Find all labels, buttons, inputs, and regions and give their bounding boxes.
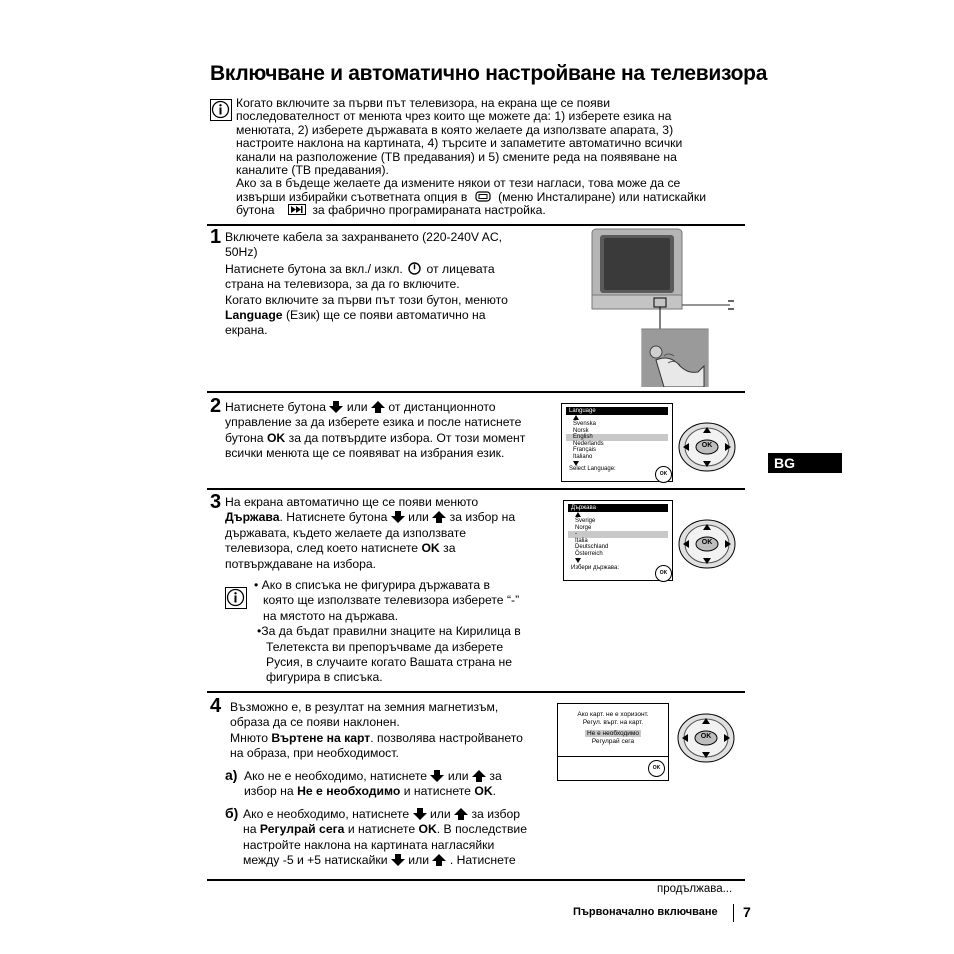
- step-text-line: [243, 823, 563, 836]
- step-text-line: [225, 432, 555, 445]
- menu-item-selected: Не е необходимо: [586, 730, 640, 737]
- remote-pad-illustration: [677, 713, 735, 763]
- remote-pad-illustration: [678, 422, 736, 472]
- menu-footer: Select Language:: [569, 466, 616, 473]
- step-text-line: [243, 808, 563, 821]
- intro-line: канали на разположение (ТВ предавания) и 5) смените реда на появяване на: [236, 149, 677, 164]
- menu-item-selected: English: [566, 434, 668, 441]
- menu-item: Italiano: [573, 453, 593, 460]
- step-text-line: [225, 309, 555, 322]
- divider: [207, 391, 745, 393]
- continues-note: продължава...: [657, 883, 733, 895]
- menu-install-icon: [475, 191, 491, 202]
- ok-button-label: OK: [701, 539, 713, 546]
- step-text-line: потвърждаване на избора.: [225, 556, 377, 571]
- step-text-fragment: за избор на: [449, 510, 516, 525]
- menu-item: Svenska: [573, 421, 597, 427]
- step-text-line: Включете кабела за захранването (220-240V AC,: [225, 230, 503, 244]
- option-label: б): [225, 805, 239, 821]
- language-menu-screen: [561, 403, 673, 482]
- step-text-fragment: от лицевата: [426, 261, 495, 276]
- down-arrow-icon: [413, 808, 427, 820]
- step-4a-text: [244, 770, 564, 799]
- step-text-line: [225, 511, 555, 524]
- up-arrow-icon: [432, 511, 446, 523]
- intro-text-fragment: (меню Инсталиране) или натискайки: [498, 189, 706, 204]
- reset-button-icon: [288, 204, 306, 215]
- intro-line: Ако за в бъдеще желаете да измените някои от тези нагласи, това може да се: [236, 176, 681, 191]
- step-text-fragment: и натиснете: [400, 784, 475, 799]
- intro-line: настроите наклона на картината, 4) търсите и запаметите автоматично всички: [236, 136, 683, 151]
- option-label: а): [225, 767, 238, 783]
- step-text-fragment: .: [492, 784, 497, 799]
- step-text-line: [230, 732, 560, 745]
- step-text-line: Възможно е, в резултат на земния магнетизъм,: [230, 700, 499, 714]
- note-line: фигурира в списъка.: [266, 670, 383, 685]
- step-text-fragment: Натиснете бутона за вкл./ изкл.: [225, 261, 403, 276]
- step-text-line: Когато включите за първи път този бутон, менюто: [225, 292, 508, 307]
- step-text-fragment: от дистанционното: [388, 400, 496, 414]
- keyword: Регулрай сега: [259, 822, 345, 837]
- menu-item: Österreich: [575, 550, 603, 557]
- ok-button-label: OK: [700, 733, 712, 740]
- keyword: Въртене на карт: [271, 730, 371, 745]
- info-icon: [225, 587, 247, 609]
- keyword: Държава: [225, 510, 280, 525]
- step-text-line: държавата, където желаете да използвате: [225, 525, 467, 540]
- step-text-fragment: и натиснете: [344, 822, 419, 837]
- step-text-line: настройте наклона на картината нагласяйки: [243, 837, 495, 852]
- ok-button-icon: OK: [648, 760, 665, 777]
- step-text-fragment: . Натиснете: [449, 853, 516, 868]
- keyword: OK: [421, 541, 440, 556]
- step-text-fragment: . В последствие: [436, 822, 528, 837]
- up-arrow-icon: [472, 770, 486, 782]
- note-line: •За да бъдат правилни знаците на Кирилица в: [257, 624, 521, 639]
- step-text-fragment: бутона: [225, 430, 267, 445]
- footer-section-title: Първоначално включване: [573, 906, 718, 918]
- footer-separator: [733, 904, 734, 922]
- country-menu-screen: [563, 500, 673, 581]
- divider: [207, 224, 745, 226]
- finger-press-illustration: [642, 330, 708, 387]
- step-text-line: всички менюта ще се появяват на избрания език.: [225, 446, 505, 461]
- page-number: 7: [743, 904, 751, 920]
- step-number: 1: [210, 226, 222, 248]
- intro-paragraph: [236, 97, 756, 218]
- step-text-line: [244, 770, 564, 783]
- menu-line: Регул. върт. на карт.: [582, 718, 644, 726]
- intro-line: Когато включите за първи път телевизора, на екрана ще се появи: [236, 96, 611, 110]
- step-text-fragment: за: [489, 769, 502, 783]
- step-text-line: [225, 262, 555, 276]
- step-text-line: на образа, при необходимост.: [230, 746, 399, 761]
- step-text-fragment: за: [439, 541, 456, 556]
- down-arrow-icon: [391, 511, 405, 523]
- step-4b-text: [243, 808, 563, 868]
- page-title: Включване и автоматично настройване на телевизора: [210, 62, 768, 85]
- keyword: Не е необходимо: [297, 784, 401, 799]
- menu-item-selected: -: [568, 531, 668, 538]
- step-text-fragment: за избор: [471, 807, 521, 821]
- down-arrow-icon: [430, 770, 444, 782]
- intro-text-fragment: за фабрично програмираната настройка.: [312, 203, 546, 218]
- menu-header: Държава: [568, 504, 668, 512]
- step-text-fragment: или: [408, 510, 429, 525]
- step-number: 2: [210, 395, 222, 417]
- intro-line: менютата, 2) изберете държавата в която желаете да използвате апарата, 3): [236, 122, 674, 137]
- up-arrow-icon: [454, 808, 468, 820]
- intro-line: каналите (ТВ предавания).: [236, 163, 389, 178]
- step-number: 4: [210, 695, 222, 717]
- step-text-fragment: Ако е необходимо, натиснете: [243, 807, 410, 821]
- step-3-text: [225, 496, 555, 571]
- power-icon: [408, 262, 421, 275]
- keyword: OK: [266, 430, 286, 445]
- scroll-down-indicator: [568, 558, 668, 564]
- divider: [207, 879, 745, 881]
- language-badge: BG: [768, 453, 842, 473]
- note-line: Телетекста ви препоръчваме да изберете: [266, 639, 504, 654]
- step-text-fragment: телевизора, след което натиснете: [225, 541, 422, 556]
- menu-item: Norsk: [573, 427, 589, 434]
- step-text-fragment: или: [447, 769, 469, 783]
- step-text-line: На екрана автоматично ще се появи менюто: [225, 495, 479, 509]
- down-arrow-icon: [391, 854, 405, 866]
- step-text-fragment: Ако не е необходимо, натиснете: [244, 769, 428, 783]
- step-2-text: [225, 401, 555, 461]
- step-text-fragment: за да потвърдите избора. От този момент: [285, 430, 526, 445]
- note-line: Русия, в случаите когато Вашата страна не: [266, 655, 513, 670]
- menu-divider: [558, 756, 668, 757]
- intro-line: [236, 204, 756, 217]
- step-text-fragment: или: [408, 853, 430, 868]
- note-line: • Ако в списъка не фигурира държавата в: [254, 578, 491, 592]
- step-number: 3: [210, 491, 222, 513]
- intro-text-fragment: извърши избирайки съответната опция в: [236, 189, 468, 204]
- step-text-line: [244, 785, 564, 798]
- intro-text-fragment: бутона: [236, 203, 275, 218]
- divider: [207, 488, 745, 490]
- menu-item: Регулрай сега: [591, 737, 635, 745]
- divider: [207, 691, 745, 693]
- note-line: на мястото на държава.: [263, 608, 399, 623]
- ok-button-icon: OK: [655, 565, 672, 582]
- step-text-line: [225, 542, 555, 555]
- intro-line: [236, 191, 756, 204]
- menu-footer: Избери държава:: [571, 565, 619, 572]
- menu-line: Ако карт. не е хоризонт.: [577, 711, 649, 718]
- menu-item: Sverige: [575, 518, 596, 524]
- step-text-line: [225, 401, 555, 414]
- step-text-fragment: на: [243, 822, 260, 837]
- step-text-fragment: или: [346, 400, 368, 414]
- menu-item: Nederlands: [573, 440, 604, 447]
- up-arrow-icon: [432, 854, 446, 866]
- note-line: която ще използвате телевизора изберете “-”: [263, 593, 520, 608]
- keyword: OK: [418, 822, 437, 837]
- step-text-line: 50Hz): [225, 245, 258, 260]
- menu-item: Norge: [575, 524, 592, 531]
- step-text-fragment: Мнюто: [230, 730, 272, 745]
- step-text-fragment: Натиснете бутона: [225, 400, 327, 414]
- step-text-line: екрана.: [225, 323, 268, 338]
- info-icon: [210, 99, 232, 121]
- keyword: OK: [474, 784, 493, 799]
- menu-item: Deutschland: [575, 544, 609, 551]
- down-arrow-icon: [329, 401, 343, 413]
- step-text-fragment: между -5 и +5 натискайки: [243, 853, 388, 868]
- intro-line: последователност от менюта чрез които ще можете да: 1) изберете езика на: [236, 109, 672, 124]
- step-text-line: управление за да изберете езика и после натиснете: [225, 415, 522, 430]
- ok-button-icon: OK: [655, 466, 672, 483]
- step-3-note: [254, 579, 554, 685]
- step-text-fragment: или: [429, 807, 451, 821]
- menu-header: Language: [566, 407, 668, 415]
- step-text-line: [243, 854, 563, 867]
- remote-pad-illustration: [678, 519, 736, 569]
- up-arrow-icon: [371, 401, 385, 413]
- step-1-text: [225, 231, 555, 338]
- menu-item: Italia: [575, 537, 588, 544]
- step-text-fragment: (Език) ще се появи автоматично на: [282, 308, 486, 323]
- step-text-fragment: . позволява настройването: [370, 730, 523, 745]
- ok-button-label: OK: [701, 442, 713, 449]
- menu-item: Français: [573, 447, 597, 454]
- step-text-fragment: . Натиснете бутона: [279, 510, 388, 525]
- rotation-menu-screen: [557, 703, 669, 781]
- step-4-text: [230, 701, 560, 761]
- keyword: Language: [225, 308, 283, 323]
- step-text-fragment: избор на: [244, 784, 298, 799]
- step-text-line: образа да се появи наклонен.: [230, 715, 400, 730]
- step-text-line: страна на телевизора, за да го включите.: [225, 277, 460, 292]
